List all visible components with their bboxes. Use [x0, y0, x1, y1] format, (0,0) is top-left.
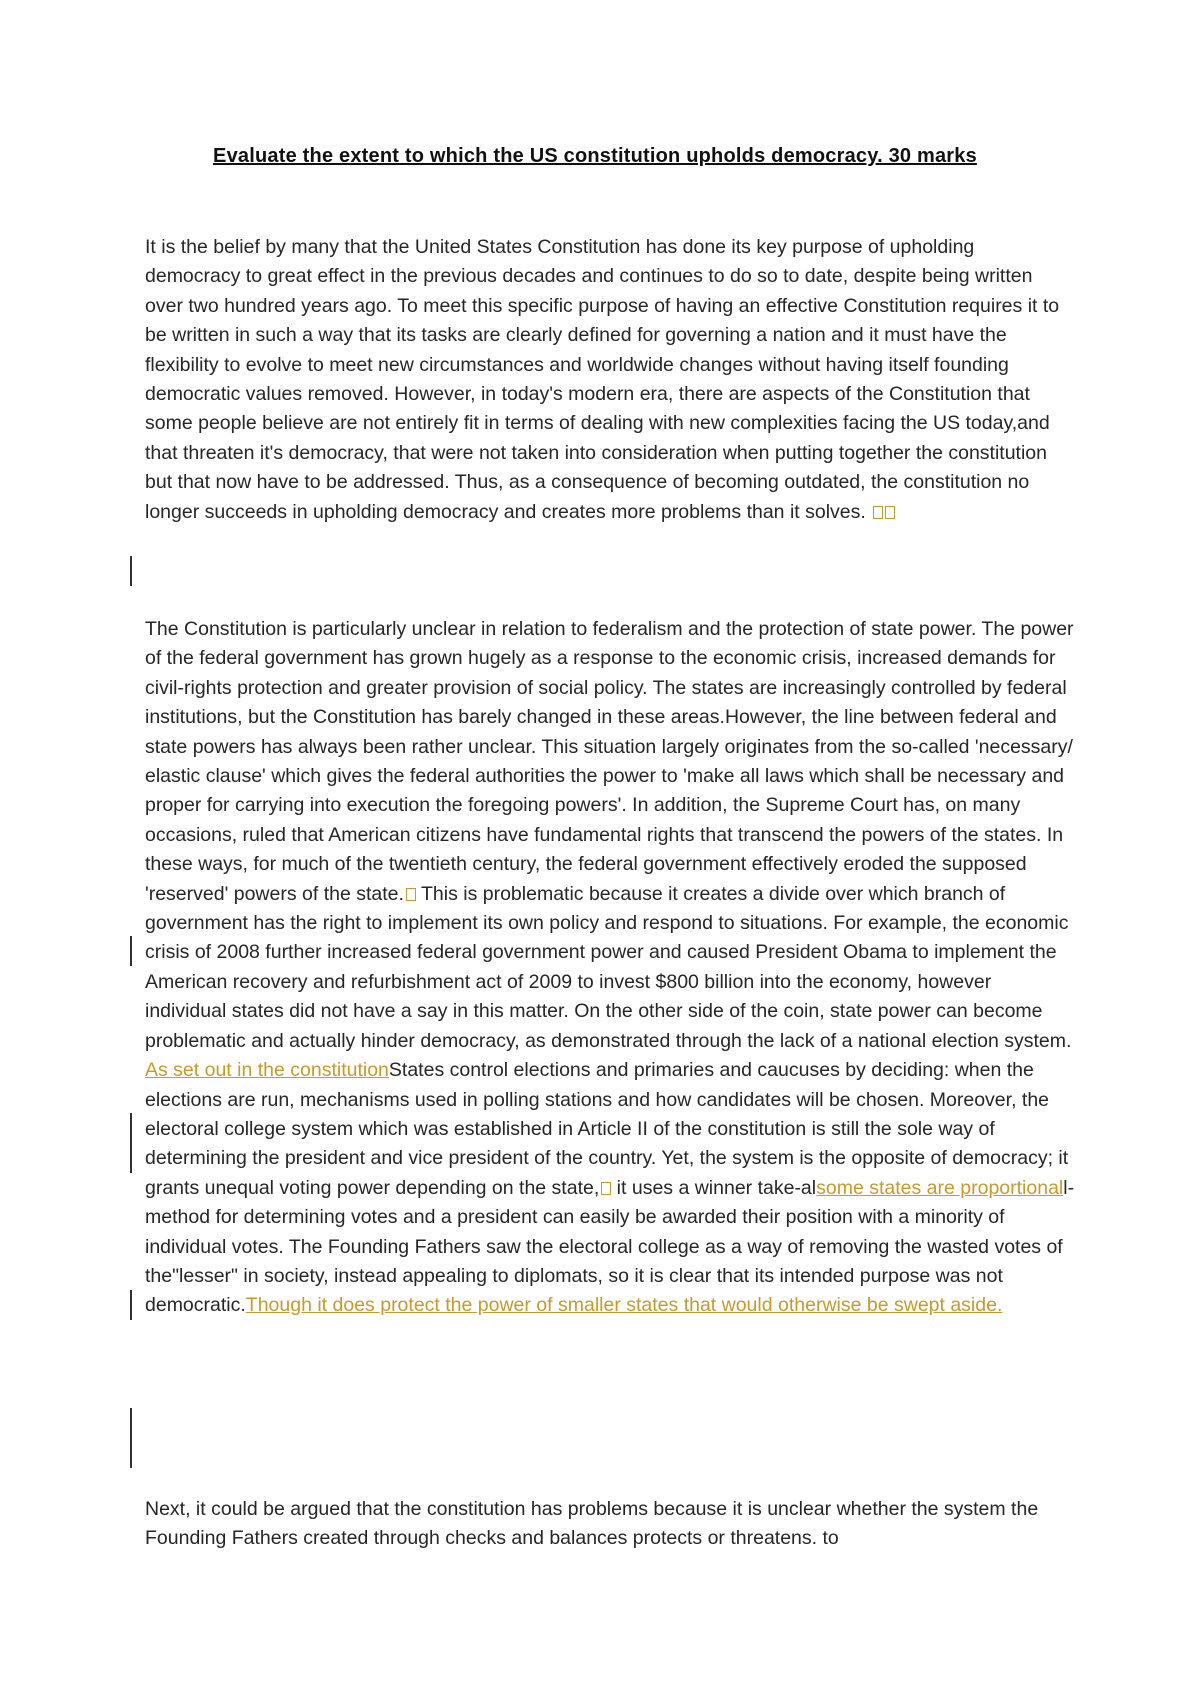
comment-marker[interactable] — [599, 1177, 611, 1199]
comment-icon — [601, 1182, 611, 1195]
tracked-insertion[interactable]: As set out in the constitution — [145, 1059, 389, 1082]
comment-marker[interactable] — [404, 883, 416, 905]
paragraph-text: l- method for determining votes and a president can easily be awarded their position with a minority of individual votes. The Founding Fathers saw the electoral college as a way of removing the wasted votes of the"lesser" in society, instead appealing to diplomats, so it is clear that its intended purpose was not democratic. — [145, 1176, 1075, 1317]
change-bar — [130, 556, 132, 586]
comment-icon — [406, 888, 416, 901]
change-bar — [130, 1408, 132, 1468]
paragraph-text: This is problematic because it creates a divide over which branch of government has the right to implement its own policy and respond to situations. For example, the economic crisis of 2008 further increased federal government power and caused President Obama to implement the American recovery and refurbishment act of 2009 to invest $800 billion into the economy, however individual states did not have a say in this matter. On the other side of the coin, state power can become problematic and actually hinder democracy, as demonstrated through the lack of a national election system. — [145, 882, 1072, 1052]
paragraph-intro — [145, 233, 1075, 527]
paragraph-text: It is the belief by many that the United States Constitution has done its key purpose of upholding democracy to great effect in the previous decades and continues to do so to date, despite being written over two hundred years ago. To meet this specific purpose of having an effective Constitution requires it to be written in such a way that its tasks are clearly defined for governing a nation and it must have the flexibility to evolve to meet new circumstances and worldwide changes without having itself founding democratic values removed. However, in today's modern era, there are aspects of the Constitution that some people believe are not entirely fit in terms of dealing with new complexities facing the US today,and that threaten it's democracy, that were not taken into consideration when putting together the constitution but that now have to be addressed. Thus, as a consequence of becoming outdated, the constitution no longer succeeds in upholding democracy and creates more problems than it solves. — [145, 236, 1060, 523]
paragraph-text: States control elections and primaries and caucuses by deciding: when the elections are run, mechanisms used in polling stations and how candidates will be chosen. Moreover, the electoral college system which was established in Article II of the constitution is still the sole way of determining the president and vice president of the country. Yet, the system is the opposite of democracy; it grants unequal voting power depending on the state, — [145, 1059, 1069, 1199]
paragraph-text: it uses a winner take-al — [611, 1176, 817, 1199]
change-bar — [130, 1113, 132, 1173]
paragraph-text: The Constitution is particularly unclear in relation to federalism and the protection of state power. The power of the federal government has grown hugely as a response to the economic crisis, increased demands for civil-rights protection and greater provision of social policy. The states are increasingly controlled by federal institutions, but the Constitution has barely changed in these areas.However, the line between federal and state powers has always been rather unclear. This situation largely originates from the so-called 'necessary/ elastic clause' which gives the federal authorities the power to 'make all laws which shall be necessary and proper for carrying into execution the foregoing powers'. In addition, the Supreme Court has, on many occasions, ruled that American citizens have fundamental rights that transcend the powers of the states. In these ways, for much of the twentieth century, the federal government effectively eroded the supposed 'reserved' powers of the state. — [145, 618, 1074, 905]
paragraph-federalism — [145, 615, 1075, 1321]
paragraph-text: Next, it could be argued that the constitution has problems because it is unclear whether the system the Founding Fathers created through checks and balances protects or threatens. to — [145, 1498, 1039, 1550]
comment-icon — [873, 506, 883, 519]
tracked-insertion[interactable]: Though it does protect the power of smaller states that would otherwise be swept aside. — [245, 1294, 1003, 1317]
paragraph-checks-balances — [145, 1495, 1075, 1554]
comment-marker[interactable] — [871, 501, 895, 523]
tracked-insertion[interactable]: some states are proportional — [816, 1176, 1064, 1199]
comment-icon — [885, 506, 895, 519]
document-title: Evaluate the extent to which the US constitution upholds democracy. 30 marks — [213, 145, 977, 167]
change-bar — [130, 1290, 132, 1320]
change-bar — [130, 936, 132, 966]
